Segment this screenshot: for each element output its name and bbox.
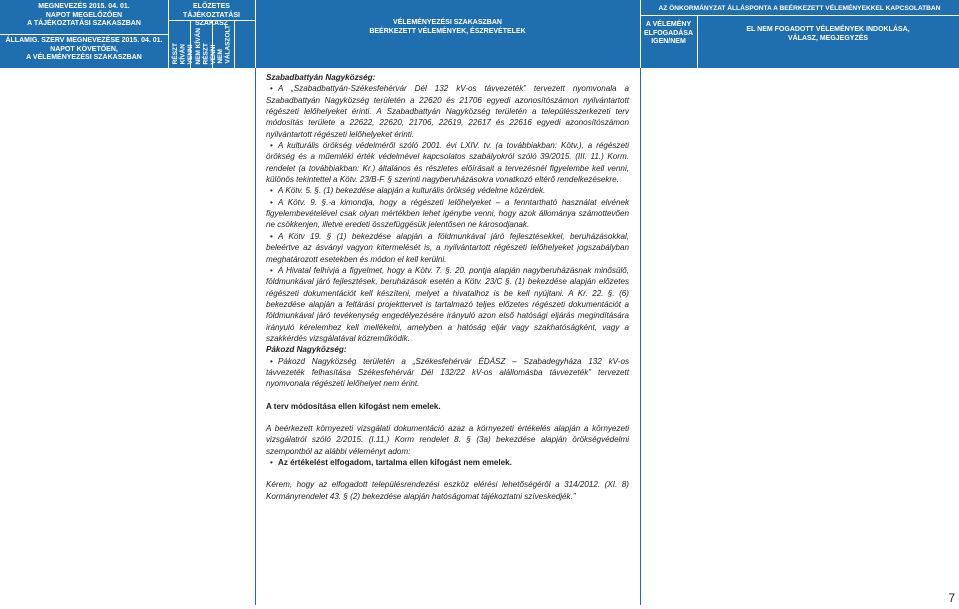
header-col4-top: AZ ÖNKORMÁNYZAT ÁLLÁSPONTA A BEÉRKEZETT VÉLEMÉNYEKKEL KAPCSOLATBAN <box>658 5 941 12</box>
header-col1-bottom: ÁLLAMIG. SZERV MEGNEVEZÉSE 2015. 04. 01. NAPOT KÖVETŐEN, A VÉLEMÉNYEZÉSI SZAKASZBAN <box>5 37 163 61</box>
header-col-organization <box>0 0 168 68</box>
statement-no-objection: A terv módosítása ellen kifogást nem emelek. <box>266 401 441 411</box>
paragraph-3: • A Kötv. 5. §. (1) bekezdése alapján a kulturális örökség védelme közérdek. <box>266 185 629 196</box>
header-col2-title: ELŐZETES TÁJÉKOZTATÁSI SZAKASZ <box>183 3 240 27</box>
paragraph-1: • A „Szabadbattyán-Székesfehérvár Dél 132 kV-os távvezeték” tervezett nyomvonala a Szabadbattyán Nagyközség területén a 22620 és 21706 egyedi azonosítószámon nyilvántartott régészeti lelőhelyeket érinti. A Szabadbattyán Nagyközség területén a településszerkezeti terv módosítás területe a 22622, 22620, 21706, 22619, 22617 és 22616 egyedi azonosítószámon nyilvántartott régészeti lelőhelyeket érinti. <box>266 83 629 140</box>
page-number: 7 <box>948 591 955 605</box>
paragraph-5: • A Kötv 19. § (1) bekezdése alapján a földmunkával járó fejlesztésekkel, beruházásokkal, beleértve az ásványi vagyon kitermelését is, a nyilvántartott régészeti lelőhelyeket jogszabályban meghatározott esetekben és módon el kell kerülni. <box>266 231 629 265</box>
header-col2-sub-1: RÉSZT KÍVÁN VENNI <box>172 42 194 64</box>
header-col1-top: MEGNEVEZÉS 2015. 04. 01. NAPOT MEGELŐZŐEN A TÁJÉKOZTATÁSI SZAKASZBAN <box>27 3 141 27</box>
header-col4-left: A VÉLEMÉNY ELFOGADÁSA IGEN/NEM <box>644 21 693 45</box>
statement-accepted: • Az értékelést elfogadom, tartalma ellen kifogást nem emelek. <box>266 457 629 468</box>
heading-szabadbattyan: Szabadbattyán Nagyközség: <box>266 73 376 82</box>
header-col2-sub-3: NEM VÁLASZOLT <box>217 25 232 64</box>
header-col-opinions <box>255 0 640 68</box>
opinion-text <box>266 72 629 502</box>
header-col2-sub-2: NEM KÍVÁN RÉSZT VENNI <box>195 27 217 64</box>
header-col-position <box>640 0 959 68</box>
table-header <box>0 0 959 68</box>
paragraph-2: • A kulturális örökség védelméről szóló 2001. évi LXIV. tv. (a továbbiakban: Kötv.), a régészeti örökség és a műemléki érték védelmével kapcsolatos szabályokról szóló 39/2015. (III. 11.) Korm. rendelet (a továbbiakban: Kr.) általános és részletes előírásait a tervezésnél figyelembe kell venni, különös tekintettel a Kötv. 23/B-F. § szerinti nagyberuházásokra vonatkozó eltérő rendelkezésekre. <box>266 140 629 185</box>
heading-pakozd: Pákozd Nagyközség: <box>266 345 347 355</box>
paragraph-6: • A Hivatal felhívja a figyelmet, hogy a Kötv. 7. §. 20. pontja alapján nagyberuházásnak minősülő, földmunkával járó fejlesztések, beruházások esetén a Kötv. 23/C §. (1) bekezdése alapján előzetes régészeti dokumentációt kell készíteni, melyet a hivatalhoz is be kell nyújtani. A Kr. 22. §. (6) bekezdése alapján a feltárási projekttervet is tartalmazó teljes előzetes régészeti dokumentációt a földmunkával járó tevékenység engedélyezésére irányuló azon első hatósági eljárás megindítására irányuló kérelemhez kell mellékelni, amelyben a hatóság eljár vagy szakhatóságként, vagy a szakkérdés vizsgálatával közreműködik. <box>266 265 629 344</box>
header-col3-title: VÉLEMÉNYEZÉSI SZAKASZBAN BEÉRKEZETT VÉLEMÉNYEK, ÉSZREVÉTELEK <box>369 19 526 35</box>
paragraph-4: • A Kötv. 9. §.-a kimondja, hogy a régészeti lelőhelyeket – a fenntartható használat elvének figyelembevételével csak olyan mértékben lehet igénybe venni, hogy azok állománya számottevően ne csökkenjen, illetve eredeti összefüggésük jelentősen ne károsodjanak. <box>266 197 629 231</box>
paragraph-9: Kérem, hogy az elfogadott településrendezési eszköz elérési lehetőségéről a 314/2012. (XI. 8) Kormányrendelet 43. § (2) bekezdése alapján hatóságomat tájékoztatni szíveskedjék.” <box>266 480 629 501</box>
paragraph-7: • Pákozd Nagyközség területén a „Székesfehérvár ÉDÁSZ – Szabadegyháza 132 kV-os távvezeték felhasítása Székesfehérvár Dél 132/22 kV-os alállomásba távvezeték” tervezett nyomvonala régészeti lelőhelyet nem érint. <box>266 356 629 390</box>
header-col4-right: EL NEM FOGADOTT VÉLEMÉNYEK INDOKLÁSA, VÁLASZ, MEGJEGYZÉS <box>746 26 910 42</box>
paragraph-8: A beérkezett környezeti vizsgálati dokumentáció azaz a környezeti értékelés alapján a környezeti vizsgálatról szóló 2/2015. (I.11.) Korm rendelet 8. § (3a) bekezdése alapján örökségvédelmi szempontból az alábbi véleményt adom: <box>266 423 629 456</box>
header-col-preliminary <box>168 0 255 68</box>
